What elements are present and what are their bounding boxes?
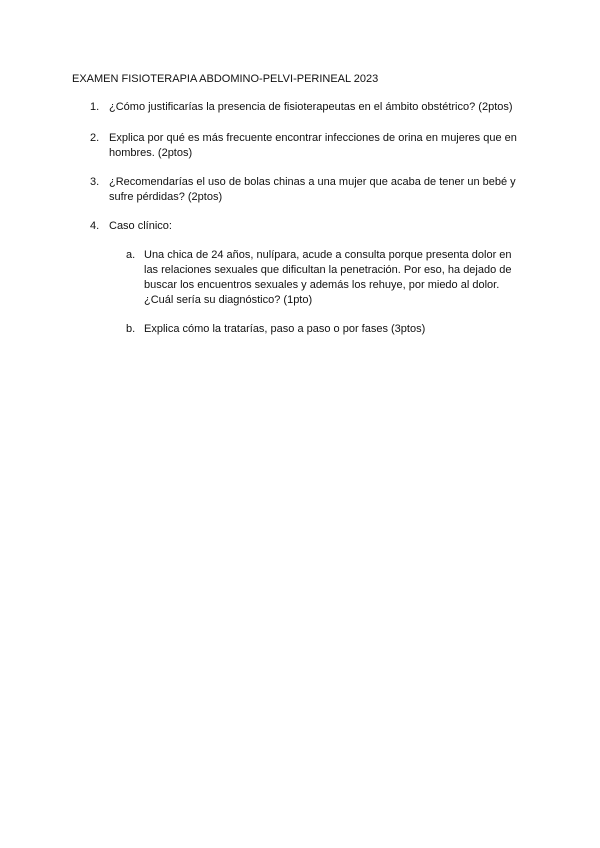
- question-number: 1.: [90, 101, 100, 113]
- exam-title: EXAMEN FISIOTERAPIA ABDOMINO-PELVI-PERINEAL 2023: [72, 73, 379, 85]
- question-number: 2.: [90, 132, 100, 144]
- question-text: ¿Recomendarías el uso de bolas chinas a una mujer que acaba de tener un bebé y sufre pérdidas? (2ptos): [109, 176, 516, 203]
- subquestion-letter: b.: [126, 323, 136, 335]
- question-text: ¿Cómo justificarías la presencia de fisioterapeutas en el ámbito obstétrico? (2ptos): [109, 101, 513, 113]
- question-text: Caso clínico:: [109, 220, 172, 232]
- subquestion-text: Una chica de 24 años, nulípara, acude a consulta porque presenta dolor en las relaciones sexuales que dificultan la penetración. Por eso, ha dejado de buscar los encuentros sexuales y además los rehuye, por miedo al dolor. ¿Cuál sería su diagnóstico? (1pto): [144, 249, 512, 306]
- question-number: 3.: [90, 176, 100, 188]
- subquestion-text: Explica cómo la tratarías, paso a paso o por fases (3ptos): [144, 323, 426, 335]
- question-text: Explica por qué es más frecuente encontrar infecciones de orina en mujeres que en hombres. (2ptos): [109, 132, 517, 159]
- question-number: 4.: [90, 220, 100, 232]
- subquestion-letter: a.: [126, 249, 136, 261]
